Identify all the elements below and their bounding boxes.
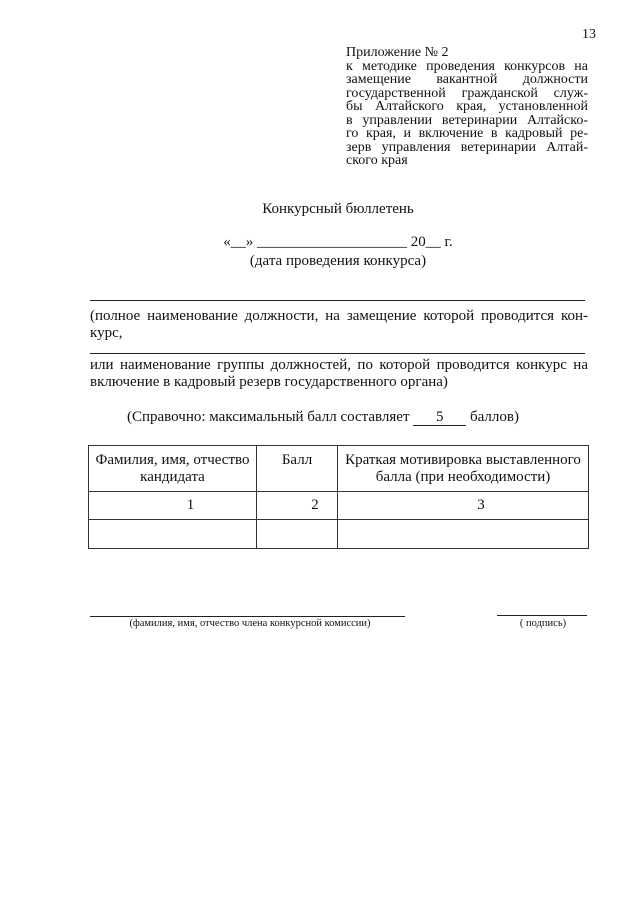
appendix-line: го края, и включение в кадровый ре- [346,126,588,141]
appendix-line: государственной гражданской служ- [346,85,588,101]
position-caption [90,308,588,342]
header-reason-line: балла (при необходимости) [375,469,551,485]
signature-caption: ( подпись) [519,618,567,629]
position-blank-line [90,300,585,301]
member-name-caption: (фамилия, имя, отчество члена конкурсной комиссии) [129,618,371,629]
header-score [257,446,338,492]
group-blank-line [90,353,585,354]
table-cell [89,520,257,549]
table-row [89,492,589,520]
member-name-line [90,616,405,617]
position-caption-line: (полное наименование должности, на замещение которой проводится кон- [90,308,588,324]
position-caption-line: курс, [90,325,123,341]
appendix-block [346,46,588,168]
table-row [89,520,589,549]
group-caption-line: или наименование группы должностей, по которой проводится конкурс на [90,357,588,373]
header-candidate-line: кандидата [140,469,205,485]
appendix-line: к методике проведения конкурсов на [346,58,588,74]
document-title: Конкурсный бюллетень [262,201,414,217]
appendix-heading: Приложение № 2 [346,45,449,60]
header-reason-line: Краткая мотивировка выставленного [345,452,581,468]
table-cell [338,520,589,549]
max-score-reference [127,409,519,426]
group-caption-line: включение в кадровый резерв государственного органа) [90,374,448,390]
header-reason [338,446,589,492]
ballot-table [88,445,589,549]
reference-suffix: баллов) [470,409,519,425]
appendix-line: бы Алтайского края, установленной [346,99,588,114]
max-score-value: 5 [413,410,466,426]
appendix-line: в управлении ветеринарии Алтайско- [346,112,588,128]
date-caption: (дата проведения конкурса) [249,253,427,269]
table-cell [257,520,338,549]
signature-line [497,615,587,616]
reference-prefix: (Справочно: максимальный балл составляет [127,409,410,425]
date-field: «__» ____________________ 20__ г. [223,234,453,250]
header-score-label: Балл [281,452,313,468]
appendix-line: ского края [346,153,408,168]
appendix-line: замещение вакантной должности [346,72,588,87]
column-number: 1 [89,492,257,520]
page-number: 13 [582,27,596,42]
column-number: 2 [257,492,338,520]
header-candidate [89,446,257,492]
appendix-line: зерв управления ветеринарии Алтай- [346,139,588,155]
column-number: 3 [338,492,589,520]
group-caption [90,357,588,391]
table-header-row [89,446,589,492]
header-candidate-line: Фамилия, имя, отчество [95,452,250,468]
